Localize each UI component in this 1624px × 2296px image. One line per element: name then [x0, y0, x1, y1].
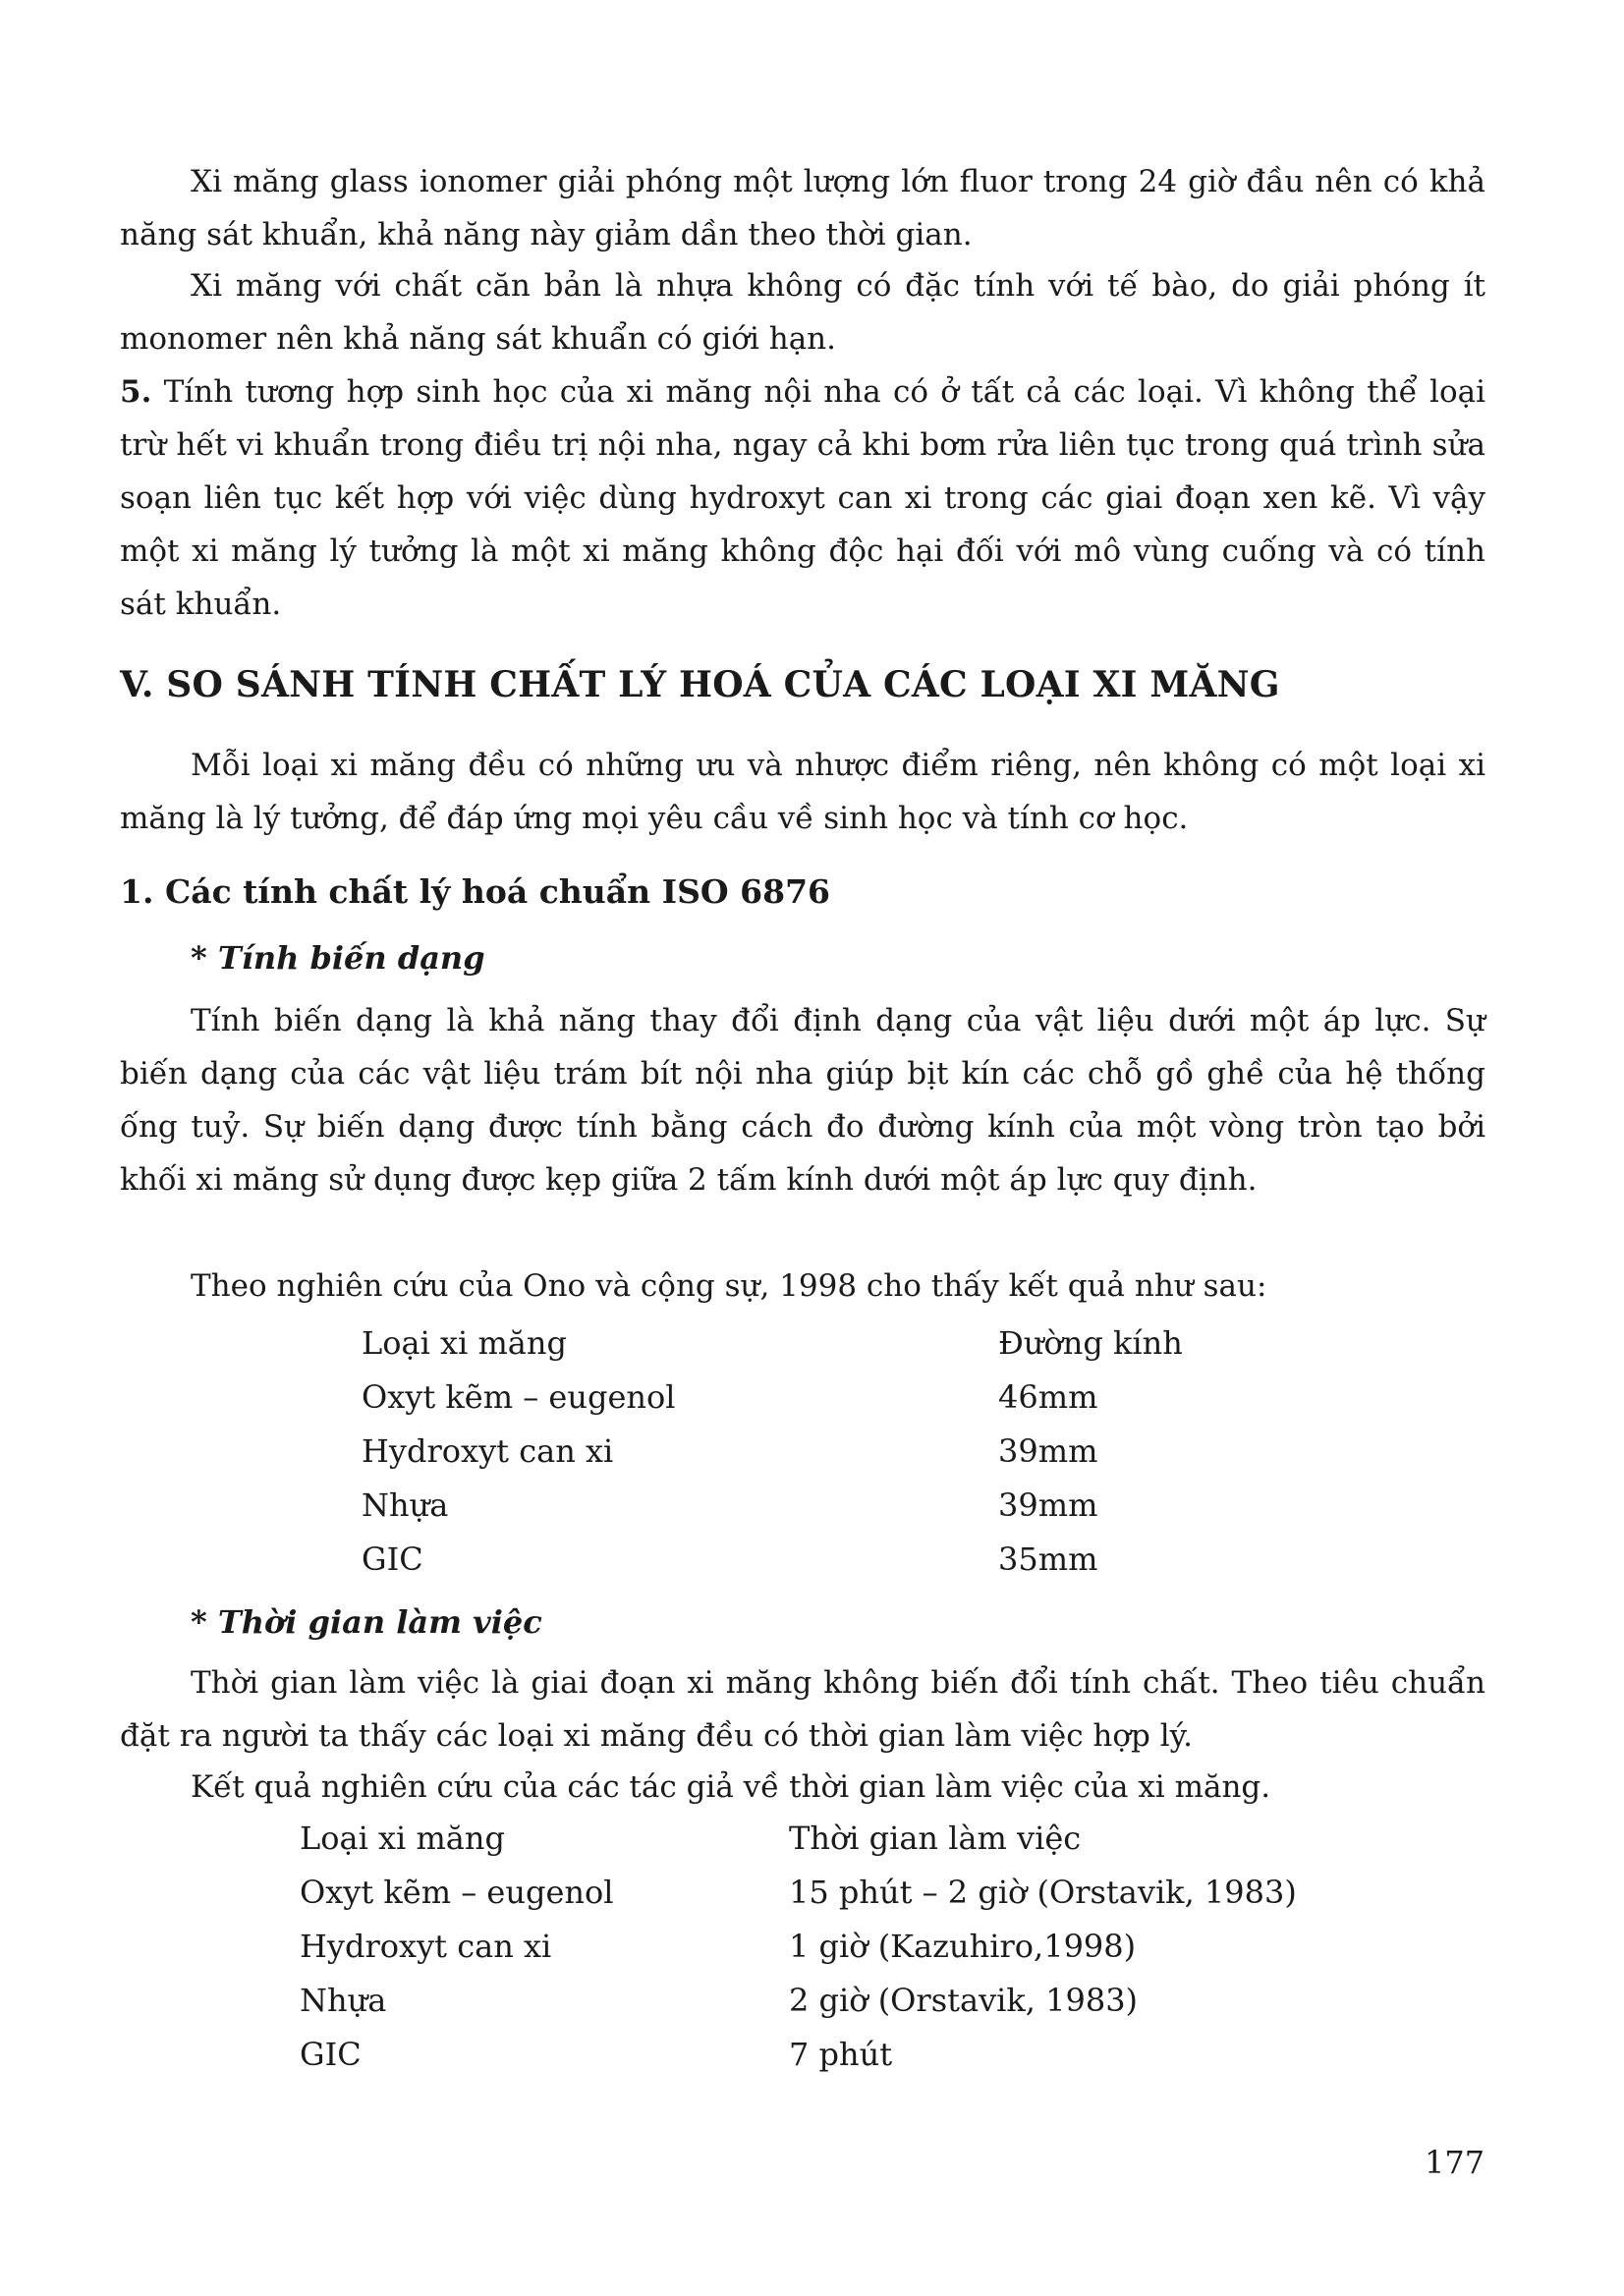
table-header: Loại xi măng Đường kính: [362, 1324, 1183, 1362]
subsection-heading: 1. Các tính chất lý hoá chuẩn ISO 6876: [120, 872, 830, 911]
table-row: Hydroxyt can xi 1 giờ (Kazuhiro,1998): [300, 1928, 1137, 1965]
table-row: Hydroxyt can xi 39mm: [362, 1432, 1098, 1470]
paragraph-biocompatibility: 5. Tính tương hợp sinh học của xi măng nội nha có ở tất cả các loại. Vì không thể loại trừ hết vi khuẩn trong điều trị nội nha, ngay cả khi bơm rửa liên tục trong quá trình sửa soạn liên tục kết hợp với việc dùng hydroxyt can xi trong các giai đoạn xen kẽ. Vì vậy một xi măng lý tưởng là một xi măng không độc hại đối với mô vùng cuống và có tính sát khuẩn.: [120, 374, 1486, 622]
table-row: GIC 7 phút: [300, 2036, 893, 2073]
page-number: 177: [1425, 2144, 1485, 2181]
paragraph-fluor: Xi măng glass ionomer giải phóng một lượng lớn fluor trong 24 giờ đầu nên có khả năng sát khuẩn, khả năng này giảm dần theo thời gian.: [120, 164, 1485, 252]
paragraph-ono-study: Theo nghiên cứu của Ono và cộng sự, 1998 cho thấy kết quả như sau:: [191, 1268, 1267, 1304]
section-heading: V. SO SÁNH TÍNH CHẤT LÝ HOÁ CỦA CÁC LOẠI XI MĂNG: [120, 664, 1280, 705]
paragraph-intro: Mỗi loại xi măng đều có những ưu và nhược điểm riêng, nên không có một loại xi măng là lý tưởng, để đáp ứng mọi yêu cầu về sinh học và tính cơ học.: [120, 748, 1485, 836]
table-row: Nhựa 2 giờ (Orstavik, 1983): [300, 1982, 1139, 2019]
paragraph-deformation: Tính biến dạng là khả năng thay đổi định dạng của vật liệu dưới một áp lực. Sự biến dạng của các vật liệu trám bít nội nha giúp bịt kín các chỗ gồ ghề của hệ thống ống tuỷ. Sự biến dạng được tính bằng cách đo đường kính của một vòng tròn tạo bởi khối xi măng sử dụng được kẹp giữa 2 tấm kính dưới một áp lực quy định.: [120, 1003, 1485, 1198]
paragraph-working-time: Thời gian làm việc là giai đoạn xi măng không biến đổi tính chất. Theo tiêu chuẩn đặt ra người ta thấy các loại xi măng đều có thời gian làm việc hợp lý.: [120, 1665, 1485, 1754]
sub-heading-deformation: * Tính biến dạng: [191, 939, 485, 977]
table-row: Oxyt kẽm – eugenol 46mm: [362, 1378, 1098, 1416]
item-number: 5.: [120, 374, 152, 410]
table-row: Nhựa 39mm: [362, 1486, 1098, 1524]
paragraph-resin: Xi măng với chất căn bản là nhựa không có đặc tính với tế bào, do giải phóng ít monomer nên khả năng sát khuẩn có giới hạn.: [120, 268, 1485, 357]
sub-heading-working-time: * Thời gian làm việc: [191, 1603, 542, 1641]
table-row: GIC 35mm: [362, 1540, 1098, 1578]
table-row: Oxyt kẽm – eugenol 15 phút – 2 giờ (Orstavik, 1983): [300, 1874, 1297, 1911]
table-header: Loại xi măng Thời gian làm việc: [300, 1820, 1082, 1857]
paragraph-authors-results: Kết quả nghiên cứu của các tác giả về thời gian làm việc của xi măng.: [191, 1769, 1271, 1805]
